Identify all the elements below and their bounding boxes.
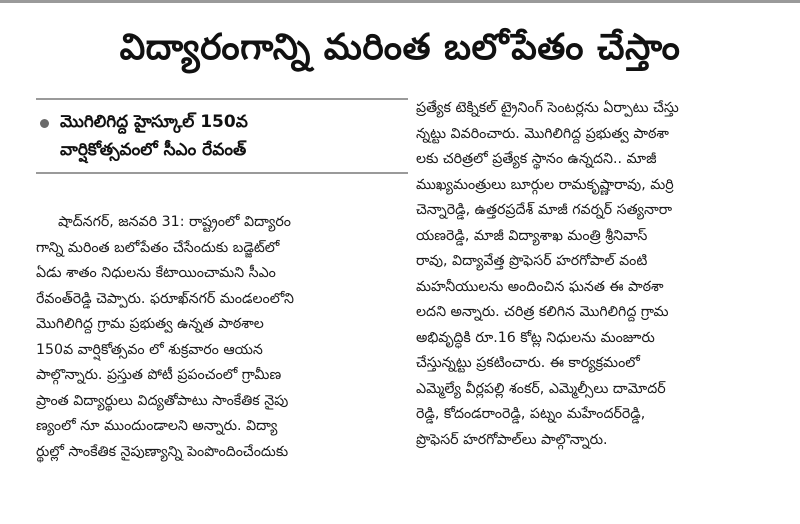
- text-line: లదని అన్నారు. చరిత్ర కలిగిన మొగిలిగిద్ద గ్రామ: [416, 304, 669, 320]
- text-line: మహనీయులను అందించిన ఘనత ఈ పాఠశా: [416, 278, 664, 295]
- text-line: లకు చరిత్రలో ప్రత్యేక స్థానం ఉన్నదని.. మాజీ: [416, 151, 657, 167]
- text-line: చేస్తున్నట్టు ప్రకటించారు. ఈ కార్యక్రమంలో: [416, 355, 640, 371]
- text-line: ణ్యంలో నూ ముందుండాలని అన్నారు. విద్యా: [36, 418, 278, 434]
- text-line: చెన్నారెడ్డి, ఉత్తరప్రదేశ్ మాజీ గవర్నర్ సత్యనారా: [416, 202, 673, 218]
- top-rule: [0, 0, 800, 3]
- text-line: మొగిలిగిద్ద గ్రామ ప్రభుత్వ ఉన్నత పాఠశాల: [36, 316, 264, 332]
- headline: విద్యారంగాన్ని మరింత బలోపేతం చేస్తాం: [119, 27, 681, 68]
- article-column-left: [36, 210, 408, 465]
- text-line: ముఖ్యమంత్రులు బూర్గుల రామకృష్ణారావు, మర్రి: [416, 176, 674, 193]
- text-line: పాల్గొన్నారు. ప్రస్తుత పోటీ ప్రపంచంలో గ్రామీణ: [36, 367, 282, 383]
- subhead-box: [36, 98, 408, 174]
- text-line: ర్థుల్లో సాంకేతిక నైపుణ్యాన్ని పెంపొందించేందుకు: [36, 443, 289, 460]
- text-line: అభివృద్ధికి రూ.16 కోట్ల నిధులను మంజూరు: [416, 329, 655, 346]
- text-line: షాద్‌నగర్, జనవరి 31: రాష్ట్రంలో విద్యారం: [58, 214, 291, 230]
- text-line: రేవంత్‌రెడ్డి చెప్పారు. ఫరూఖ్‌నగర్ మండలంలోని: [36, 290, 294, 307]
- text-line: గాన్ని మరింత బలోపేతం చేసేందుకు బడ్జెట్‌లో: [36, 239, 280, 256]
- text-line: ఎమ్మెల్యే వీర్లపల్లి శంకర్, ఎమ్మెల్సీలు దామోదర్: [416, 380, 666, 397]
- subhead-line-2: వార్షికోత్సవంలో సీఎం రేవంత్: [60, 140, 247, 160]
- text-line: ప్రాంత విద్యార్థులు విద్యతోపాటు సాంకేతిక నైపు: [36, 392, 289, 409]
- text-line: రెడ్డి, కోదండరాంరెడ్డి, పట్నం మహేందర్‌రెడ్డి,: [416, 406, 646, 422]
- subhead-line-1: మొగిలిగిద్ద హైస్కూల్ 150వ: [60, 112, 248, 132]
- text-line: రావు, విద్యావేత్త ప్రొఫెసర్ హరగోపాల్ వంటి: [416, 253, 648, 269]
- text-line: ఏడు శాతం నిధులను కేటాయించామని సీఎం: [36, 265, 276, 281]
- subhead-column: [36, 98, 408, 174]
- text-line: 150వ వార్షికోత్సవం లో శుక్రవారం ఆయన: [36, 341, 263, 358]
- text-line: ప్రత్యేక టెక్నికల్ ట్రైనింగ్ సెంటర్లను ఏర్పాటు చేస్తు: [416, 100, 679, 116]
- bullet-icon: [40, 119, 49, 128]
- text-line: ప్రొఫెసర్ హరగోపాల్‌లు పాల్గొన్నారు.: [416, 431, 608, 448]
- text-line: యణరెడ్డి, మాజీ విద్యాశాఖ మంత్రి శ్రీనివాస్: [416, 227, 648, 244]
- text-line: న్నట్టు వివరించారు. మొగిలిగిద్ద ప్రభుత్వ పాఠశా: [416, 125, 669, 142]
- article-column-right: [416, 96, 768, 453]
